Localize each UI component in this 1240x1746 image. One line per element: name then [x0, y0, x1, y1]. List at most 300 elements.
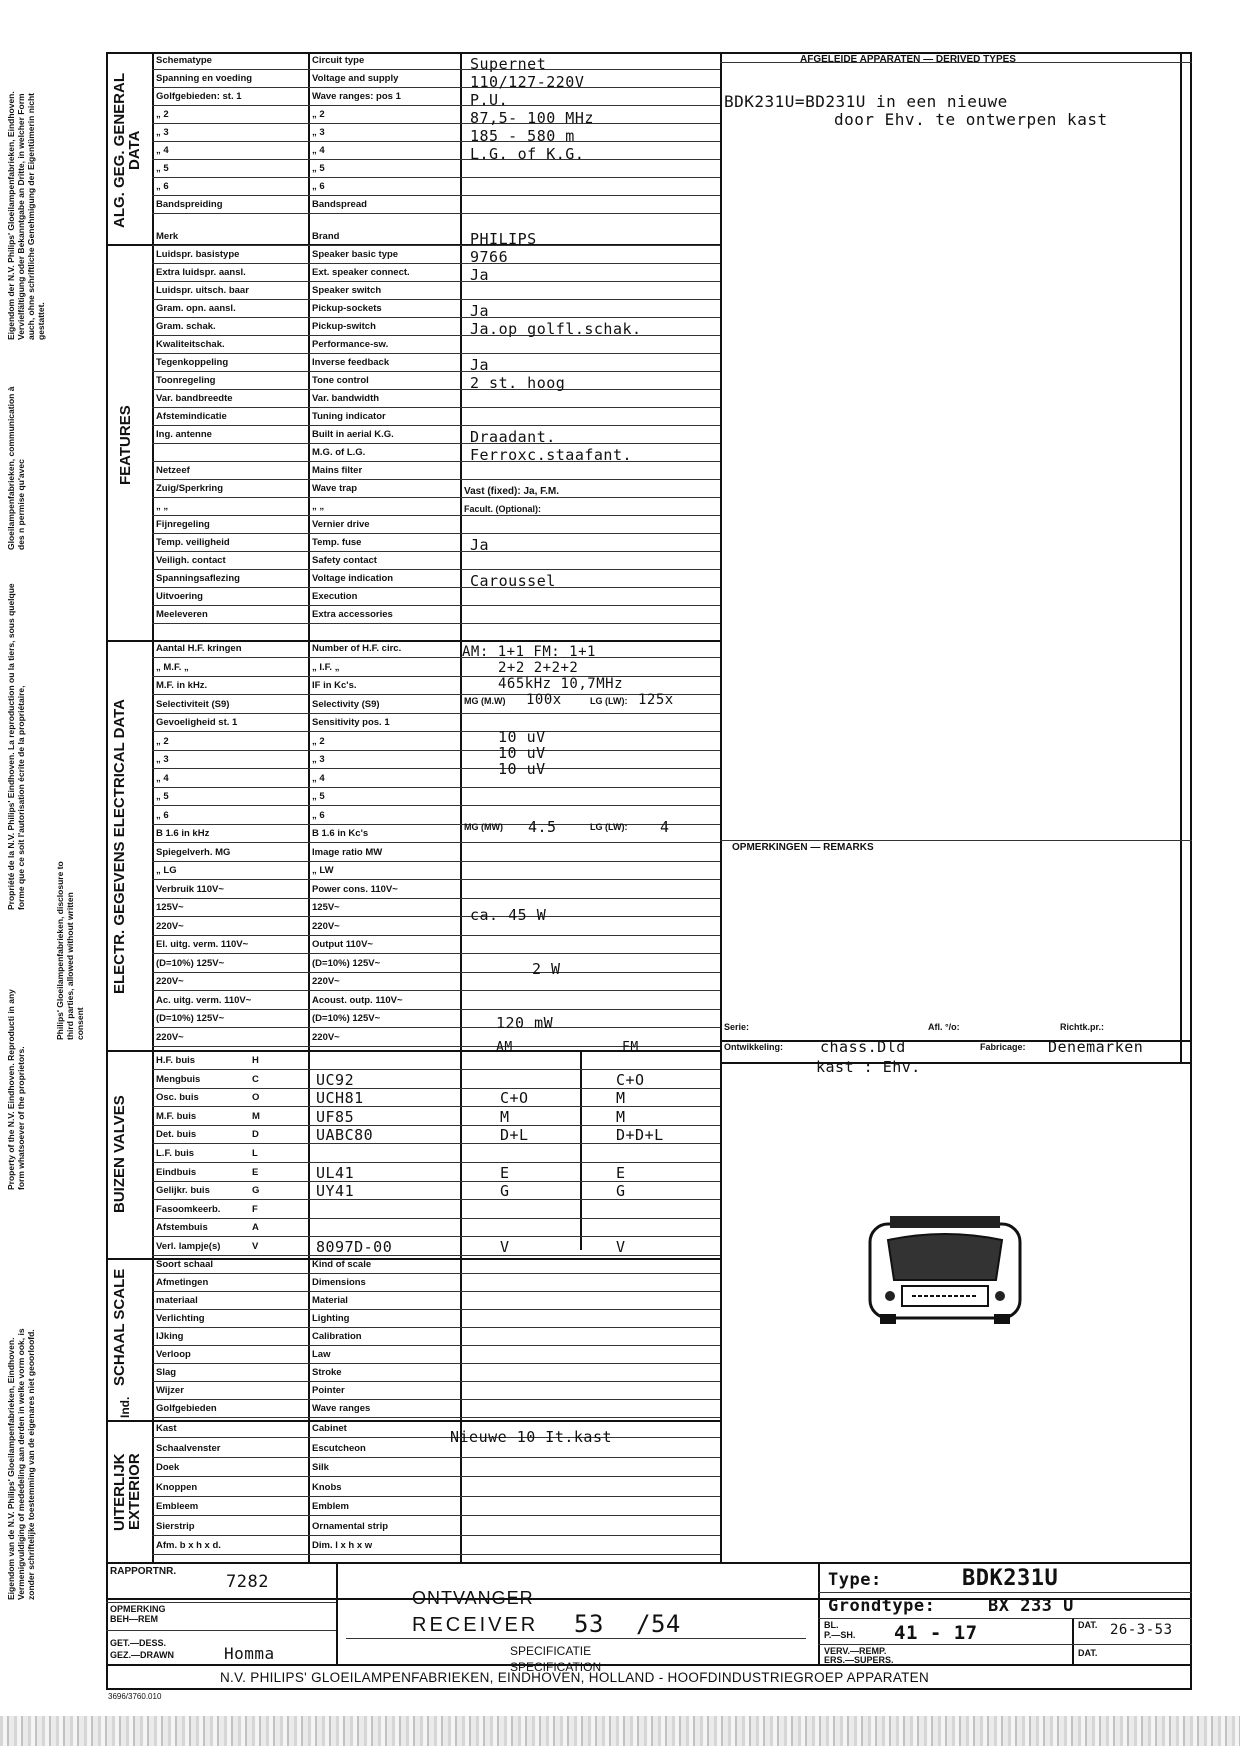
row-label-en: Inverse feedback	[312, 357, 390, 368]
valve-type: UL41	[316, 1163, 355, 1182]
row-label-en: Temp. fuse	[312, 537, 362, 548]
row-label-nl: „ 5	[156, 163, 169, 174]
opm-label-2: BEH—REM	[110, 1614, 159, 1624]
grondtype-value: BX 233 U	[988, 1596, 1074, 1616]
ext-speaker-value: Ja	[470, 266, 490, 284]
ontw-value: chass.Dld	[820, 1038, 906, 1056]
row-rule	[152, 1327, 720, 1328]
row-label-en: Power cons. 110V~	[312, 883, 398, 895]
valve-label: Osc. buis	[156, 1092, 199, 1104]
row-rule	[152, 657, 720, 658]
b16-lg-label: LG (LW):	[590, 822, 628, 832]
valve-type: UF85	[316, 1107, 355, 1126]
row-rule	[152, 587, 720, 588]
side-note-3: Propriété de la N.V. Philips' Eindhoven. La reproduction ou la tiers, sous quelque forme que ce soit l'autorisation écrite de la propriétaire,	[6, 583, 26, 910]
row-label-nl: Meeleveren	[156, 609, 208, 620]
row-label-en: Output 110V~	[312, 939, 373, 950]
row-rule	[152, 676, 720, 677]
valve-code: G	[252, 1185, 260, 1197]
row-label-nl: „ 4	[156, 145, 169, 156]
section-electrical: ELECTR. GEGEVENS ELECTRICAL DATA	[111, 698, 128, 994]
valve-type: UABC80	[316, 1126, 374, 1145]
row-label-nl: B 1.6 in kHz	[156, 828, 210, 839]
scan-noise-strip	[0, 1716, 1240, 1746]
row-rule	[152, 1381, 720, 1382]
row-label-en: „ 4	[312, 772, 325, 784]
row-label-nl: Ing. antenne	[156, 429, 212, 440]
row-label-nl: „ 2	[156, 109, 169, 120]
row-label-nl: Spiegelverh. MG	[156, 846, 231, 858]
valve-col-fm: FM	[622, 1040, 639, 1055]
row-label-en: „ 3	[312, 754, 325, 765]
rule	[720, 840, 1192, 841]
row-label-en: 220V~	[312, 976, 340, 987]
cabinet-value: Nieuwe 10 It.kast	[450, 1428, 613, 1446]
sel-lg-value: 125x	[638, 692, 674, 708]
row-rule	[152, 805, 720, 806]
section-divider	[106, 1562, 1192, 1564]
row-label-nl: El. uitg. verm. 110V~	[156, 939, 249, 950]
valve-code: D	[252, 1129, 259, 1141]
row-label-nl: 125V~	[156, 902, 184, 913]
drawn-by-value: Homma	[224, 1644, 275, 1663]
valve-code: V	[252, 1241, 259, 1252]
row-rule	[152, 371, 720, 372]
row-label-nl: Spanningsaflezing	[156, 573, 240, 584]
row-rule	[152, 141, 720, 142]
row-label-nl: 220V~	[156, 976, 184, 987]
row-label-en: „ LW	[312, 865, 334, 876]
row-label-en: Acoust. outp. 110V~	[312, 994, 403, 1006]
divider	[336, 1562, 338, 1664]
row-label-nl: „ 2	[156, 735, 169, 747]
wave2-value: 87,5- 100 MHz	[470, 109, 594, 127]
wave4-value: L.G. of K.G.	[470, 145, 585, 163]
wave3-value: 185 - 580 m	[470, 127, 575, 145]
exterior-label-en: Escutcheon	[312, 1442, 366, 1454]
row-label-en: Image ratio MW	[312, 846, 383, 858]
row-label-nl: Gevoeligheid st. 1	[156, 717, 238, 728]
scale-label-en: Lighting	[312, 1313, 350, 1324]
type-label: Type:	[828, 1570, 882, 1590]
row-rule	[152, 497, 720, 498]
row-label-nl: „ LG	[156, 865, 177, 876]
valve-label: Det. buis	[156, 1129, 197, 1141]
row-label-nl: Luidspr. basistype	[156, 249, 240, 260]
row-label-en: „ 6	[312, 181, 325, 192]
divider	[580, 1050, 582, 1250]
exterior-label-en: Silk	[312, 1462, 329, 1473]
richt-label: Richtk.pr.:	[1060, 1022, 1105, 1032]
row-rule	[152, 731, 720, 732]
sens3-value: 10 uV	[498, 744, 546, 762]
row-label-en: 220V~	[312, 920, 340, 932]
valve-type: 8097D-00	[316, 1238, 393, 1256]
row-rule	[152, 407, 720, 408]
row-label-en: Speaker switch	[312, 285, 382, 296]
row-label-nl: Afstemindicatie	[156, 411, 227, 422]
remarks-header: OPMERKINGEN — REMARKS	[732, 842, 874, 853]
section-divider	[106, 1664, 1192, 1666]
row-label-nl: Netzeef	[156, 465, 190, 476]
divider	[1190, 1562, 1192, 1690]
valve-label: Eindbuis	[156, 1166, 197, 1178]
row-rule	[152, 1496, 720, 1497]
row-rule	[152, 195, 720, 196]
row-label-en: „ „	[312, 501, 325, 512]
row-rule	[152, 990, 720, 991]
speaker-value: 9766	[470, 248, 509, 266]
rapport-label: RAPPORTNR.	[110, 1566, 177, 1577]
row-label-en: Extra accessories	[312, 609, 393, 620]
divider	[720, 52, 722, 1562]
row-label-nl: „ „	[156, 501, 169, 512]
exterior-label-nl: Sierstrip	[156, 1520, 195, 1532]
exterior-label-nl: Embleem	[156, 1501, 199, 1512]
row-label-nl: Var. bandbreedte	[156, 393, 233, 404]
valve-label: Afstembuis	[156, 1222, 208, 1234]
dat-label: DAT.	[1078, 1620, 1098, 1630]
section-scale: SCHAAL SCALE	[111, 1268, 128, 1386]
optional-label: Facult. (Optional):	[464, 504, 541, 514]
exterior-label-en: Ornamental strip	[312, 1520, 389, 1532]
row-rule	[152, 1236, 720, 1237]
rule	[818, 1644, 1192, 1645]
wave1-value: P.U.	[470, 91, 509, 109]
row-label-en: „ 5	[312, 163, 325, 174]
valve-type: UC92	[316, 1070, 355, 1089]
row-rule	[152, 953, 720, 954]
row-rule	[152, 842, 720, 843]
row-rule	[152, 694, 720, 695]
row-label-nl: Verbruik 110V~	[156, 883, 224, 895]
section-divider	[720, 1062, 1192, 1064]
row-rule	[152, 461, 720, 462]
scale-label-en: Pointer	[312, 1385, 345, 1396]
valve-fm: M	[616, 1107, 626, 1126]
side-note-2: Gloeilampenfabrieken, communication à des n permise qu'avec	[6, 386, 26, 550]
rule	[106, 1630, 336, 1631]
row-rule	[152, 213, 720, 214]
row-label-en: Brand	[312, 231, 340, 242]
derived-line-1: BDK231U=BD231U in een nieuwe	[724, 92, 1008, 111]
row-rule	[152, 479, 720, 480]
row-label-en: Performance-sw.	[312, 339, 389, 350]
exterior-label-nl: Knoppen	[156, 1481, 198, 1493]
row-rule	[152, 263, 720, 264]
row-label-en: Wave trap	[312, 483, 358, 494]
exterior-label-en: Knobs	[312, 1481, 342, 1493]
row-label-en: Vernier drive	[312, 519, 370, 530]
exterior-label-nl: Doek	[156, 1462, 180, 1473]
row-label-en: Execution	[312, 591, 358, 602]
row-label-nl: Zuig/Sperkring	[156, 483, 224, 494]
sens2-value: 10 uV	[498, 728, 546, 746]
side-note-1: Eigendom der N.V. Philips' Gloeilampenfabrieken, Eindhoven. Vervielfältigung oder Bekanntgabe an Dritte, in welcher Form auch, ohne schriftliche Genehmigung der Eigentümerin nicht gestattet.	[6, 91, 46, 340]
exterior-label-nl: Schaalvenster	[156, 1442, 221, 1454]
exterior-label-nl: Kast	[156, 1423, 177, 1434]
acoustic-value: 120 mW	[496, 1014, 554, 1032]
row-label-nl: Kwaliteitschak.	[156, 339, 225, 350]
rule	[818, 1592, 1192, 1593]
valve-code: C	[252, 1073, 259, 1085]
row-rule	[152, 389, 720, 390]
row-rule	[152, 623, 720, 624]
row-rule	[152, 916, 720, 917]
scale-label-nl: Slag	[156, 1367, 177, 1378]
row-label-en: Speaker basic type	[312, 249, 399, 260]
row-label-nl: (D=10%) 125V~	[156, 957, 225, 969]
valve-code: F	[252, 1203, 258, 1215]
rule	[818, 1618, 1192, 1619]
row-label-en: Ext. speaker connect.	[312, 267, 410, 278]
sel-mg-value: 100x	[526, 692, 562, 708]
row-rule	[152, 1273, 720, 1274]
derived-header: AFGELEIDE APPARATEN — DERIVED TYPES	[800, 54, 1016, 65]
row-label-nl: „ 6	[156, 809, 169, 821]
valve-type: UCH81	[316, 1089, 364, 1108]
side-note-5: Property of the N.V. Eindhoven. Reproducti in any form whatsoever of the proprietors.	[6, 989, 26, 1190]
row-rule	[152, 861, 720, 862]
row-rule	[152, 281, 720, 282]
valve-col-am: AM	[496, 1040, 513, 1055]
exterior-label-en: Dim. l x h x w	[312, 1540, 373, 1551]
valve-am: C+O	[500, 1089, 529, 1108]
divider	[152, 52, 154, 1562]
row-label-en: Sensitivity pos. 1	[312, 717, 390, 728]
row-label-en: „ I.F. „	[312, 661, 340, 673]
row-label-nl: „ M.F. „	[156, 661, 189, 673]
derived-line-2: door Ehv. te ontwerpen kast	[834, 110, 1108, 129]
row-rule	[152, 1535, 720, 1536]
row-rule	[152, 713, 720, 714]
voltage-ind-value: Caroussel	[470, 572, 556, 590]
sh-label: P.—SH.	[824, 1630, 856, 1640]
row-label-nl: M.F. in kHz.	[156, 680, 208, 691]
row-rule	[152, 1437, 720, 1438]
row-rule	[152, 105, 720, 106]
divider	[818, 1562, 820, 1664]
row-label-en: Voltage indication	[312, 573, 394, 584]
row-label-nl: Extra luidspr. aansl.	[156, 267, 246, 278]
row-label-en: Number of H.F. circ.	[312, 643, 402, 654]
row-rule	[152, 1554, 720, 1555]
scale-label-en: Wave ranges	[312, 1403, 371, 1414]
kast-value: kast : Ehv.	[816, 1058, 921, 1076]
row-rule	[152, 605, 720, 606]
row-rule	[152, 1199, 720, 1200]
scale-label-en: Calibration	[312, 1331, 362, 1342]
voltage-value: 110/127-220V	[470, 73, 585, 91]
row-label-nl: „ 3	[156, 127, 169, 138]
row-label-en: Selectivity (S9)	[312, 698, 380, 710]
scale-label-en: Material	[312, 1295, 348, 1306]
year-2: /54	[636, 1610, 681, 1638]
valve-code: E	[252, 1166, 259, 1178]
valve-code: O	[252, 1092, 260, 1104]
row-rule	[152, 1309, 720, 1310]
row-label-nl: Spanning en voeding	[156, 73, 253, 84]
company-line: N.V. PHILIPS' GLOEILAMPENFABRIEKEN, EINDHOVEN, HOLLAND - HOOFDINDUSTRIEGROEP APPARATEN	[220, 1670, 930, 1685]
row-rule	[152, 569, 720, 570]
scale-label-en: Stroke	[312, 1367, 342, 1378]
row-label-en: Tone control	[312, 375, 369, 386]
valve-code: M	[252, 1110, 260, 1122]
scale-label-nl: Wijzer	[156, 1385, 184, 1396]
row-rule	[152, 177, 720, 178]
valve-type: UY41	[316, 1182, 355, 1201]
row-rule	[152, 972, 720, 973]
row-label-nl: Toonregeling	[156, 375, 216, 386]
row-rule	[152, 898, 720, 899]
divider	[1180, 52, 1182, 1062]
row-label-nl: (D=10%) 125V~	[156, 1013, 225, 1024]
feedback-value: Ja	[470, 356, 490, 374]
row-rule	[152, 87, 720, 88]
b16-lg-value: 4	[660, 818, 670, 836]
valve-am: E	[500, 1163, 510, 1182]
row-rule	[152, 768, 720, 769]
output-value: 2 W	[532, 960, 561, 978]
radio-illustration	[860, 1210, 1030, 1330]
if-circ-value: 2+2 2+2+2	[498, 660, 579, 676]
row-rule	[152, 879, 720, 880]
row-label-nl: Bandspreiding	[156, 199, 223, 210]
section-ind: Ind.	[118, 1396, 132, 1418]
get-label-1: GET.—DESS.	[110, 1638, 167, 1648]
form-number: 3696/3760.010	[108, 1692, 162, 1701]
row-label-en: Safety contact	[312, 555, 377, 566]
row-rule	[152, 1515, 720, 1516]
row-rule	[152, 533, 720, 534]
row-label-nl: „ 6	[156, 181, 169, 192]
year-1: 53	[574, 1610, 604, 1638]
row-label-en: B 1.6 in Kc's	[312, 828, 369, 839]
ontvanger-title: ONTVANGER	[412, 1588, 534, 1608]
grondtype-label: Grondtype:	[828, 1596, 936, 1616]
row-rule	[152, 317, 720, 318]
divider	[308, 52, 310, 1562]
rule	[346, 1638, 806, 1639]
table-frame	[106, 52, 1192, 1600]
valve-code: L	[252, 1148, 258, 1159]
scale-label-nl: Verloop	[156, 1349, 191, 1360]
b16-mg-label: MG (MW)	[464, 822, 503, 832]
scale-label-nl: materiaal	[156, 1295, 198, 1306]
exterior-label-en: Emblem	[312, 1501, 349, 1512]
section-exterior: UITERLIJK EXTERIOR	[111, 1453, 143, 1531]
row-rule	[152, 515, 720, 516]
row-label-en: Pickup-sockets	[312, 303, 382, 314]
row-rule	[152, 750, 720, 751]
row-label-nl: „ 3	[156, 754, 169, 765]
scale-label-nl: Verlichting	[156, 1313, 205, 1324]
valve-label: Verl. lampje(s)	[156, 1241, 221, 1252]
valve-fm: C+O	[616, 1070, 645, 1089]
rule	[106, 1602, 336, 1603]
row-label-en: Bandspread	[312, 199, 367, 210]
side-note-6: Eigendom van de N.V. Philips' Gloeilampenfabrieken, Eindhoven. Vermenigvuldiging of mededeling aan derden in welke vorm ook, is zonder schriftelijke toestemming van de eigenares niet geoorloofd.	[6, 1328, 36, 1600]
aerial2-value: Ferroxc.staafant.	[470, 446, 633, 464]
row-label-en: „ 2	[312, 735, 325, 747]
brand-value: PHILIPS	[470, 230, 537, 248]
valve-fm: D+D+L	[616, 1126, 664, 1145]
row-label-nl: 220V~	[156, 920, 184, 932]
row-label-en: (D=10%) 125V~	[312, 1013, 381, 1024]
valve-fm: V	[616, 1238, 626, 1256]
row-label-nl: 220V~	[156, 1031, 184, 1043]
row-label-nl: Aantal H.F. kringen	[156, 643, 242, 654]
row-label-en: Var. bandwidth	[312, 393, 380, 404]
section-divider	[106, 1688, 1192, 1690]
row-rule	[152, 787, 720, 788]
row-rule	[152, 1162, 720, 1163]
aerial1-value: Draadant.	[470, 428, 556, 446]
tone-value: 2 st. hoog	[470, 374, 566, 392]
valve-fm: M	[616, 1089, 626, 1108]
temp-fuse-value: Ja	[470, 536, 490, 554]
row-label-en: „ 2	[312, 109, 325, 120]
row-rule	[152, 1106, 720, 1107]
row-label-nl: „ 4	[156, 772, 169, 784]
sheet-value: 41 - 17	[894, 1622, 978, 1644]
row-rule	[152, 1417, 720, 1418]
side-note-4: Philips' Gloeilampenfabrieken, disclosure to third parties, allowed without written consent	[55, 861, 85, 1040]
afl-label: Afl. °/o:	[928, 1022, 960, 1032]
opm-label-1: OPMERKING	[110, 1604, 166, 1614]
valve-label: M.F. buis	[156, 1110, 197, 1122]
valve-code: A	[252, 1222, 259, 1234]
dat-value: 26-3-53	[1110, 1622, 1173, 1638]
scale-label-en: Dimensions	[312, 1277, 366, 1288]
sens4-value: 10 uV	[498, 760, 546, 778]
row-label-nl: Selectiviteit (S9)	[156, 698, 230, 710]
row-rule	[152, 1363, 720, 1364]
valve-label: Fasoomkeerb.	[156, 1203, 221, 1215]
row-label-en: 125V~	[312, 902, 340, 913]
valve-fm: E	[616, 1163, 626, 1182]
valve-am: M	[500, 1107, 510, 1126]
row-label-nl: Veiligh. contact	[156, 555, 226, 566]
row-label-en: „ 6	[312, 809, 325, 821]
fabr-label: Fabricage:	[980, 1042, 1026, 1052]
rapport-value: 7282	[226, 1572, 269, 1592]
row-rule	[152, 1291, 720, 1292]
valve-label: Mengbuis	[156, 1073, 201, 1085]
receiver-title: RECEIVER	[412, 1614, 539, 1636]
scale-label-en: Law	[312, 1349, 331, 1360]
exterior-label-en: Cabinet	[312, 1423, 347, 1434]
spec-title-2: SPECIFICATION	[510, 1660, 602, 1674]
bl-label: BL.	[824, 1620, 839, 1630]
row-rule	[152, 123, 720, 124]
row-rule	[152, 824, 720, 825]
sel-lg-label: LG (LW):	[590, 696, 628, 706]
get-label-2: GEZ.—DRAWN	[110, 1650, 174, 1660]
row-label-en: 220V~	[312, 1031, 340, 1043]
valve-code: H	[252, 1055, 259, 1066]
row-label-en: IF in Kc's.	[312, 680, 357, 691]
row-label-nl: Ac. uitg. verm. 110V~	[156, 994, 252, 1006]
row-rule	[152, 1255, 720, 1256]
row-rule	[152, 1476, 720, 1477]
scale-label-nl: Afmetingen	[156, 1277, 209, 1288]
exterior-label-nl: Afm. b x h x d.	[156, 1540, 221, 1551]
valve-label: Gelijkr. buis	[156, 1185, 210, 1197]
row-rule	[152, 425, 720, 426]
valve-label: L.F. buis	[156, 1148, 194, 1159]
row-label-en: Mains filter	[312, 465, 363, 476]
